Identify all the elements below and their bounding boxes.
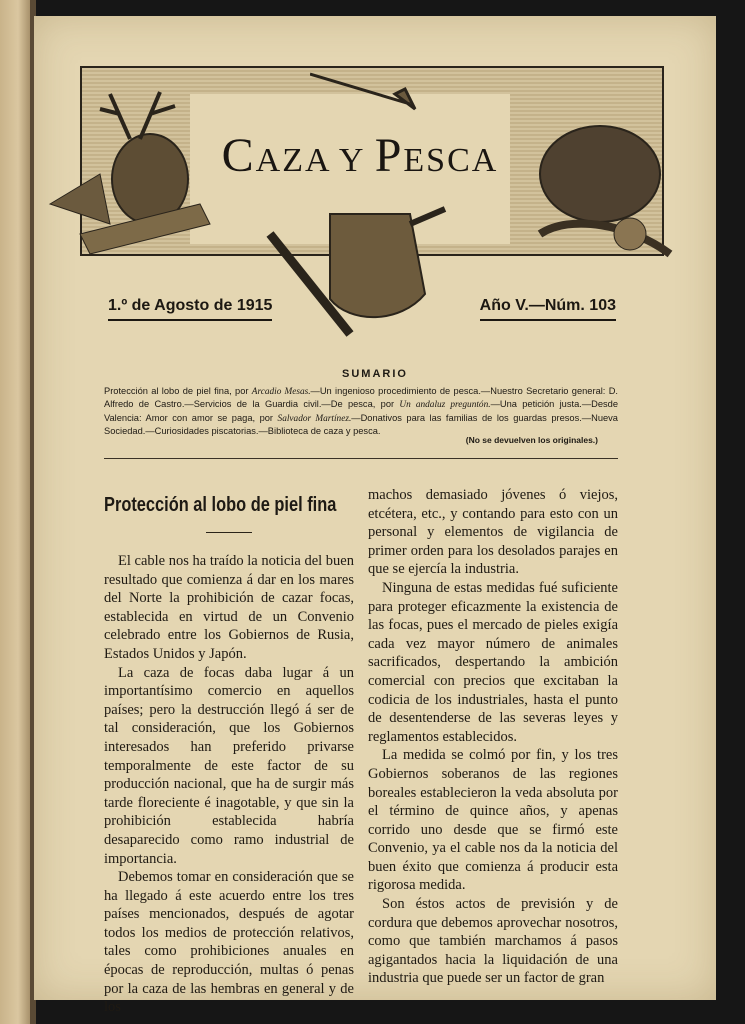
issue-date: 1.º de Agosto de 1915 <box>108 297 272 321</box>
sumario-item: Protección al lobo de piel fina, por <box>104 386 252 396</box>
boar-head-illustration <box>510 94 680 264</box>
issue-number: Año V.—Núm. 103 <box>480 297 616 321</box>
spear-ornament <box>310 64 420 114</box>
article-paragraph: Son éstos actos de previsión y de cordura que debemos aprovechar nosotros, como que también marchamos á pasos agigantados hacia la liquidación de una industria que puede ser un factor de gran <box>368 896 618 987</box>
magazine-page <box>34 16 716 1016</box>
article-paragraph: El cable nos ha traído la noticia del buen resultado que comienza á dar en los mares del Norte la prohibición de cazar focas, establecida en virtud de un Convenio celebrado entre los Gobiernos de Rusia, Estados Unidos y Japón. <box>104 553 354 662</box>
article-paragraph: La medida se colmó por fin, y los tres Gobiernos soberanos de las regiones boreales establecieron la veda absoluta por el término de quince años, y apenas corrido uno desde que se firmó este Convenio, ya el cable nos da la noticia del buen éxito que comienza á producir esta rigorosa medida. <box>368 747 618 894</box>
article-paragraph-continued: machos demasiado jóvenes ó viejos, etcétera, etc., y contando para esto con un personal y elementos de vigilancia de primer orden para los desolados parajes en que se ejercía la industria. <box>368 487 618 578</box>
article-column-left <box>104 552 354 1017</box>
article-paragraph: Ninguna de estas medidas fué suficiente para proteger eficazmente la existencia de las focas, pues el mercado de pieles exigía cada vez mayor número de animales sacrificados, despertando la ambición comercial con precios que excitaban la codicia de los industriales, hasta el punto de desentenderse de las severas leyes y reglamentos establecidos. <box>368 579 618 745</box>
sumario-author: Arcadio Mesas. <box>251 387 311 397</box>
game-bag-illustration <box>260 204 460 354</box>
facing-page-edge <box>0 0 30 1024</box>
article-paragraph: La caza de focas daba lugar á un importantísimo comercio en aquellos países; pero la destrucción llegó á ser de tal consideración, que los Gobiernos interesados han preferido privarse temporalmente de este factor de su producción nacional, que ha de surgir más tarde floreciente é inagotable, y que sin la prohibición establecida habría desaparecido como ramo industrial de importancia. <box>104 664 354 867</box>
sumario-heading: SUMARIO <box>342 368 408 380</box>
masthead <box>40 64 670 294</box>
section-divider <box>104 458 618 459</box>
article-column-right <box>368 486 618 988</box>
sumario-author: Salvador Martínez. <box>277 413 352 424</box>
deer-head-illustration <box>40 84 230 254</box>
magazine-title: CAZA Y PESCA <box>221 129 499 182</box>
originals-note: (No se devuelven los originales.) <box>465 435 598 445</box>
title-underline <box>206 532 252 533</box>
article-paragraph: Debemos tomar en consideración que se ha llegado á este acuerdo entre los tres países mencionados, después de agotar todos los medios de protección relativos, tales como prohibiciones anuales en épocas de reproducción, multas ó penas por la caza de las hembras en general y de los <box>104 869 354 1016</box>
sumario-item: —Donativos para las familias de los guardas presos.—Nueva Sociedad.—Curiosidades piscatorias.—Biblioteca de caza y pesca. <box>104 412 618 437</box>
article-title: Protección al lobo de piel fina <box>104 494 337 516</box>
sumario-item: —Un ingenioso procedimiento de pesca.—Nuestro Secretario general: D. Alfredo de Castro.—Servicios de la Guardia civil.—De pesca, por <box>104 386 619 410</box>
sumario-author: Un andaluz preguntón. <box>399 400 491 411</box>
sumario-contents <box>104 385 618 438</box>
sumario-item: —Una petición justa.—Desde Valencia: Amor con amor se paga, por <box>104 399 618 423</box>
